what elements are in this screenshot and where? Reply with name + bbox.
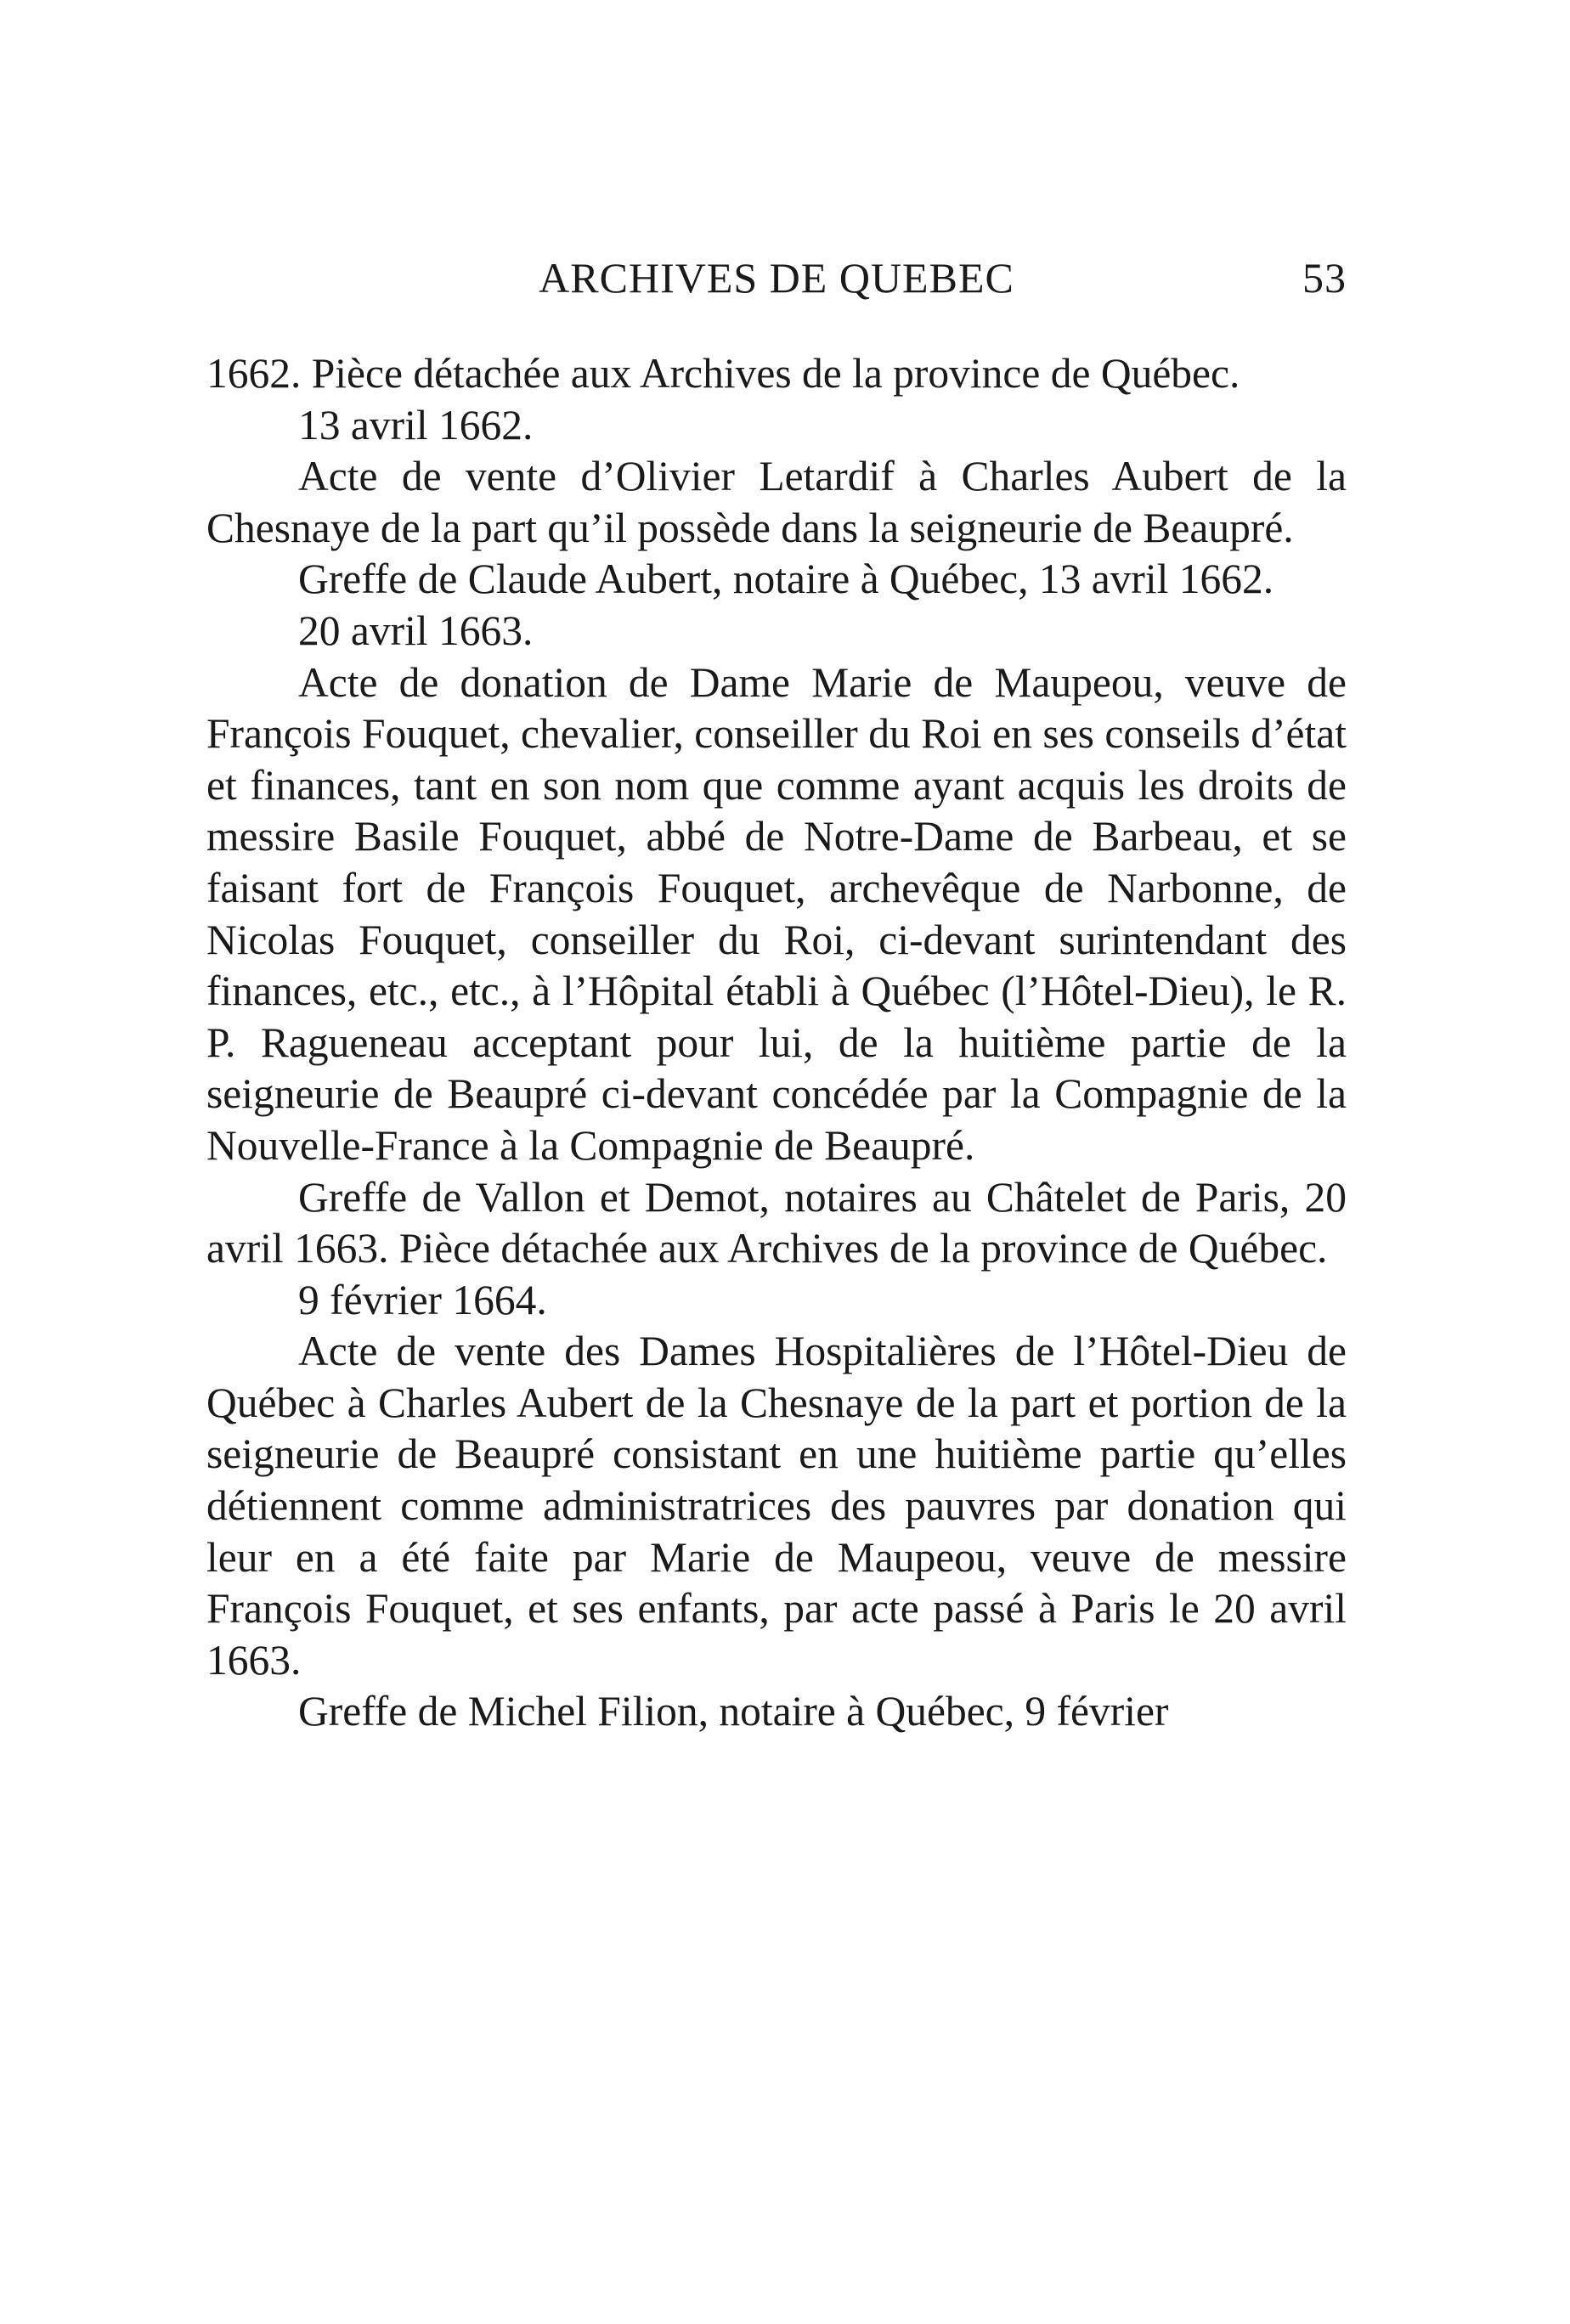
entry-description: Acte de vente d’Olivier Letardif à Charles Aubert de la Chesnaye de la part qu’il possède dans la seigneurie de Beaupré.: [206, 453, 1347, 551]
entry-date: 9 février 1664.: [298, 1276, 547, 1323]
entry-source: Greffe de Claude Aubert, notaire à Québec, 13 avril 1662.: [298, 556, 1274, 603]
entry-source: Greffe de Vallon et Demot, notaires au Châtelet de Paris, 20 avril 1663. Pièce détachée aux Archives de la province de Québec.: [206, 1173, 1347, 1272]
entry-source: Greffe de Michel Filion, notaire à Québec, 9 février: [298, 1688, 1169, 1735]
body-text: [206, 348, 1347, 1738]
entry-description: Acte de donation de Dame Marie de Maupeou, veuve de François Fouquet, chevalier, conseiller du Roi en ses conseils d’état et finances, tant en son nom que comme ayant acquis les droits de messire Basile Fouquet, abbé de Notre-Dame de Barbeau, et se faisant fort de François Fouquet, archevêque de Narbonne, de Nicolas Fouquet, conseiller du Roi, ci-devant surintendant des finances, etc., etc., à l’Hôpital établi à Québec (l’Hôtel-Dieu), le R. P. Ragueneau acceptant pour lui, de la huitième partie de la seigneurie de Beaupré ci-devant concédée par la Compagnie de la Nouvelle-France à la Compagnie de Beaupré.: [206, 658, 1347, 1169]
entry-date: 13 avril 1662.: [298, 401, 534, 448]
page-number: 53: [1302, 254, 1347, 302]
running-title: ARCHIVES DE QUEBEC: [539, 254, 1014, 302]
entry-description: Acte de vente des Dames Hospitalières de l’Hôtel-Dieu de Québec à Charles Aubert de la Chesnaye de la part et portion de la seigneurie de Beaupré consistant en une huitième partie qu’elles détiennent comme administratrices des pauvres par donation qui leur en a été faite par Marie de Maupeou, veuve de messire François Fouquet, et ses enfants, par acte passé à Paris le 20 avril 1663.: [206, 1328, 1347, 1684]
paragraph-continuation: 1662. Pièce détachée aux Archives de la province de Québec.: [206, 350, 1240, 397]
entry-date: 20 avril 1663.: [298, 606, 534, 654]
running-head: [206, 253, 1347, 313]
